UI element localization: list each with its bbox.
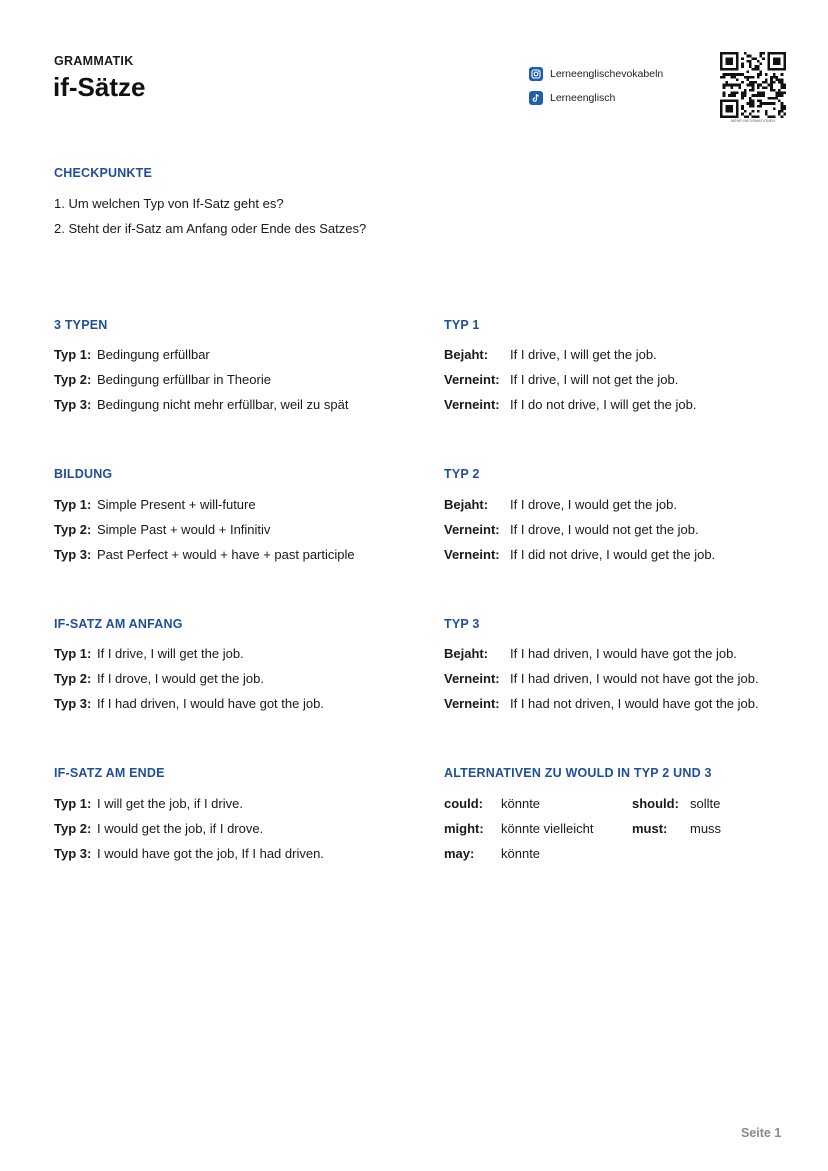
typ1-title: TYP 1 (444, 318, 480, 332)
list-item: Typ 1: If I drive, I will get the job. (54, 646, 244, 661)
list-item: Typ 3: Past Perfect + would + have + past participle (54, 547, 355, 562)
instagram-handle: Lerneenglischevokabeln (550, 68, 664, 80)
typ3-title: TYP 3 (444, 617, 480, 631)
tiktok-handle: Lerneenglisch (550, 92, 616, 104)
qr-caption: MEHR INFORMATIONEN (731, 119, 775, 123)
tiktok-icon (529, 91, 543, 105)
ende-title: IF-SATZ AM ENDE (54, 766, 165, 780)
list-item: Typ 1: I will get the job, if I drive. (54, 796, 243, 811)
qr-code[interactable] (720, 52, 786, 118)
list-item: Bejaht: If I drive, I will get the job. (444, 347, 657, 362)
tiktok-link[interactable] (529, 91, 615, 105)
alt-meaning-may: könnte (501, 846, 541, 861)
list-item: Verneint: If I had driven, I would not have got the job. (444, 671, 759, 686)
list-item: Bejaht: If I had driven, I would have got the job. (444, 646, 737, 661)
list-item: Typ 2: If I drove, I would get the job. (54, 671, 264, 686)
anfang-title: IF-SATZ AM ANFANG (54, 617, 183, 631)
checkpunkte-title: CHECKPUNKTE (54, 166, 153, 180)
alt-meaning-should: sollte (690, 796, 721, 811)
page-title: if-Sätze (53, 72, 146, 102)
checkpunkt-1: 1. Um welchen Typ von If-Satz geht es? (54, 196, 284, 211)
alt-word-should: should: (632, 796, 679, 811)
alternativen-title: ALTERNATIVEN ZU WOULD IN TYP 2 UND 3 (444, 766, 712, 780)
list-item: Verneint: If I do not drive, I will get the job. (444, 397, 697, 412)
list-item: Typ 3: If I had driven, I would have got the job. (54, 696, 324, 711)
list-item: Typ 3: I would have got the job, If I had driven. (54, 846, 324, 861)
drei-typen-title: 3 TYPEN (54, 318, 108, 332)
instagram-link[interactable] (529, 67, 663, 81)
list-item: Typ 1: Simple Present + will-future (54, 497, 256, 512)
page-kicker: GRAMMATIK (54, 54, 134, 68)
list-item: Typ 3: Bedingung nicht mehr erfüllbar, weil zu spät (54, 397, 349, 412)
list-item: Typ 2: I would get the job, if I drove. (54, 821, 264, 836)
list-item: Verneint: If I drove, I would not get the job. (444, 522, 699, 537)
alt-meaning-might: könnte vielleicht (501, 821, 594, 836)
list-item: Verneint: If I did not drive, I would get the job. (444, 547, 716, 562)
typ2-title: TYP 2 (444, 467, 480, 481)
list-item: Typ 2: Bedingung erfüllbar in Theorie (54, 372, 271, 387)
alt-word-could: could: (444, 796, 483, 811)
bildung-title: BILDUNG (54, 467, 113, 481)
list-item: Verneint: If I had not driven, I would have got the job. (444, 696, 759, 711)
checkpunkt-2: 2. Steht der if-Satz am Anfang oder Ende des Satzes? (54, 221, 367, 236)
list-item: Bejaht: If I drove, I would get the job. (444, 497, 677, 512)
instagram-icon (529, 67, 543, 81)
alt-meaning-could: könnte (501, 796, 541, 811)
list-item: Verneint: If I drive, I will not get the job. (444, 372, 679, 387)
page-number: Seite 1 (741, 1126, 782, 1140)
list-item: Typ 2: Simple Past + would + Infinitiv (54, 522, 271, 537)
alt-word-might: might: (444, 821, 484, 836)
alt-meaning-must: muss (690, 821, 722, 836)
alt-word-may: may: (444, 846, 475, 861)
alt-word-must: must: (632, 821, 668, 836)
list-item: Typ 1: Bedingung erfüllbar (54, 347, 210, 362)
